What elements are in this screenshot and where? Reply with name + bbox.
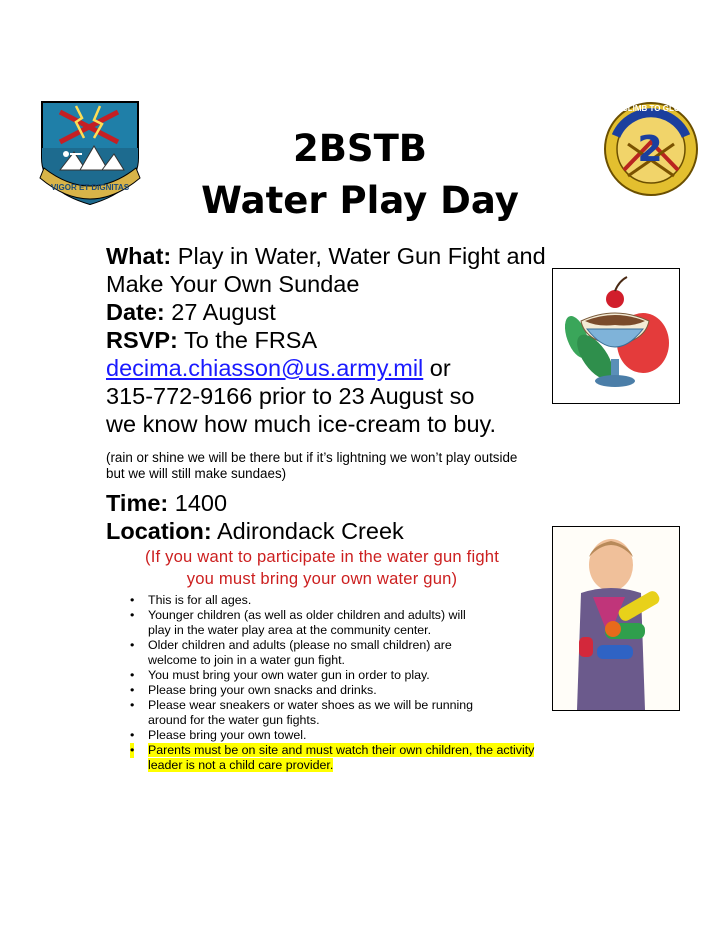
bullet-icon: • — [130, 698, 135, 712]
page-title: 2BSTB — [292, 127, 428, 170]
weather-note-line-1: (rain or shine we will be there but if it’s lightning we won’t play outside — [106, 450, 518, 465]
email-line — [106, 355, 451, 383]
bullet-icon: • — [130, 638, 135, 652]
bullet-icon: • — [130, 593, 135, 607]
list-item: • This is for all ages. — [130, 593, 252, 607]
highlighted-list-item — [106, 743, 534, 773]
list-item: • Younger children (as well as older children and adults) will play in the water play area at the community center. — [130, 608, 466, 637]
boy-illustration — [553, 527, 679, 710]
right-crest-number: 2 — [637, 129, 663, 170]
icecream-line: we know how much ice-cream to buy. — [106, 411, 497, 437]
email-link[interactable]: decima.chiasson@us.army.mil — [106, 355, 424, 381]
rsvp-value: To the FRSA — [183, 327, 318, 353]
what-line-1 — [106, 243, 546, 271]
rsvp-line — [106, 327, 317, 355]
email-suffix: or — [429, 355, 451, 381]
list-item: • Older children and adults (please no small children) are welcome to join in a water gun fight. — [130, 638, 452, 667]
date-value: 27 August — [171, 299, 276, 325]
list-item: • Please bring your own snacks and drinks. — [130, 683, 377, 697]
weather-note-line-2: but we will still make sundaes) — [106, 466, 287, 481]
rsvp-label: RSVP: — [106, 327, 178, 353]
water-gun-warning-line-1: (If you want to participate in the water gun fight — [144, 547, 500, 566]
phone-line: 315-772-9166 prior to 23 August so — [106, 383, 475, 409]
parents-rule-line-2: leader is not a child care provider. — [148, 758, 334, 772]
location-label: Location: — [106, 518, 212, 544]
what-value: Play in Water, Water Gun Fight and — [177, 243, 546, 269]
time-line — [106, 490, 227, 518]
bullet-icon: • — [130, 743, 135, 757]
left-crest-motto: VIGOR ET DIGNITAS — [50, 183, 130, 192]
parents-rule-line-1: Parents must be on site and must watch their own children, the activity — [148, 743, 535, 757]
time-label: Time: — [106, 490, 169, 516]
list-item: • Please bring your own towel. — [130, 728, 307, 742]
water-gun-warning-line-2: you must bring your own water gun) — [186, 569, 458, 588]
bullet-icon: • — [130, 728, 135, 742]
boy-with-water-gun-photo — [552, 526, 680, 711]
what-line-2: Make Your Own Sundae — [106, 271, 360, 297]
left-unit-crest — [36, 98, 144, 210]
sundae-illustration — [553, 269, 679, 403]
location-line — [106, 518, 404, 546]
what-label: What: — [106, 243, 172, 269]
list-item: • Please wear sneakers or water shoes as we will be running around for the water gun fights. — [130, 698, 474, 727]
page-subtitle: Water Play Day — [201, 179, 519, 222]
rules-list — [106, 593, 534, 773]
bullet-icon: • — [130, 668, 135, 682]
ice-cream-sundae-image — [552, 268, 680, 404]
bullet-icon: • — [130, 608, 135, 622]
time-value: 1400 — [174, 490, 228, 516]
right-crest-motto: CLIMB TO GLORY — [622, 104, 691, 113]
bullet-icon: • — [130, 683, 135, 697]
list-item: • You must bring your own water gun in order to play. — [130, 668, 430, 682]
date-line — [106, 299, 276, 327]
date-label: Date: — [106, 299, 165, 325]
location-value: Adirondack Creek — [216, 518, 404, 544]
